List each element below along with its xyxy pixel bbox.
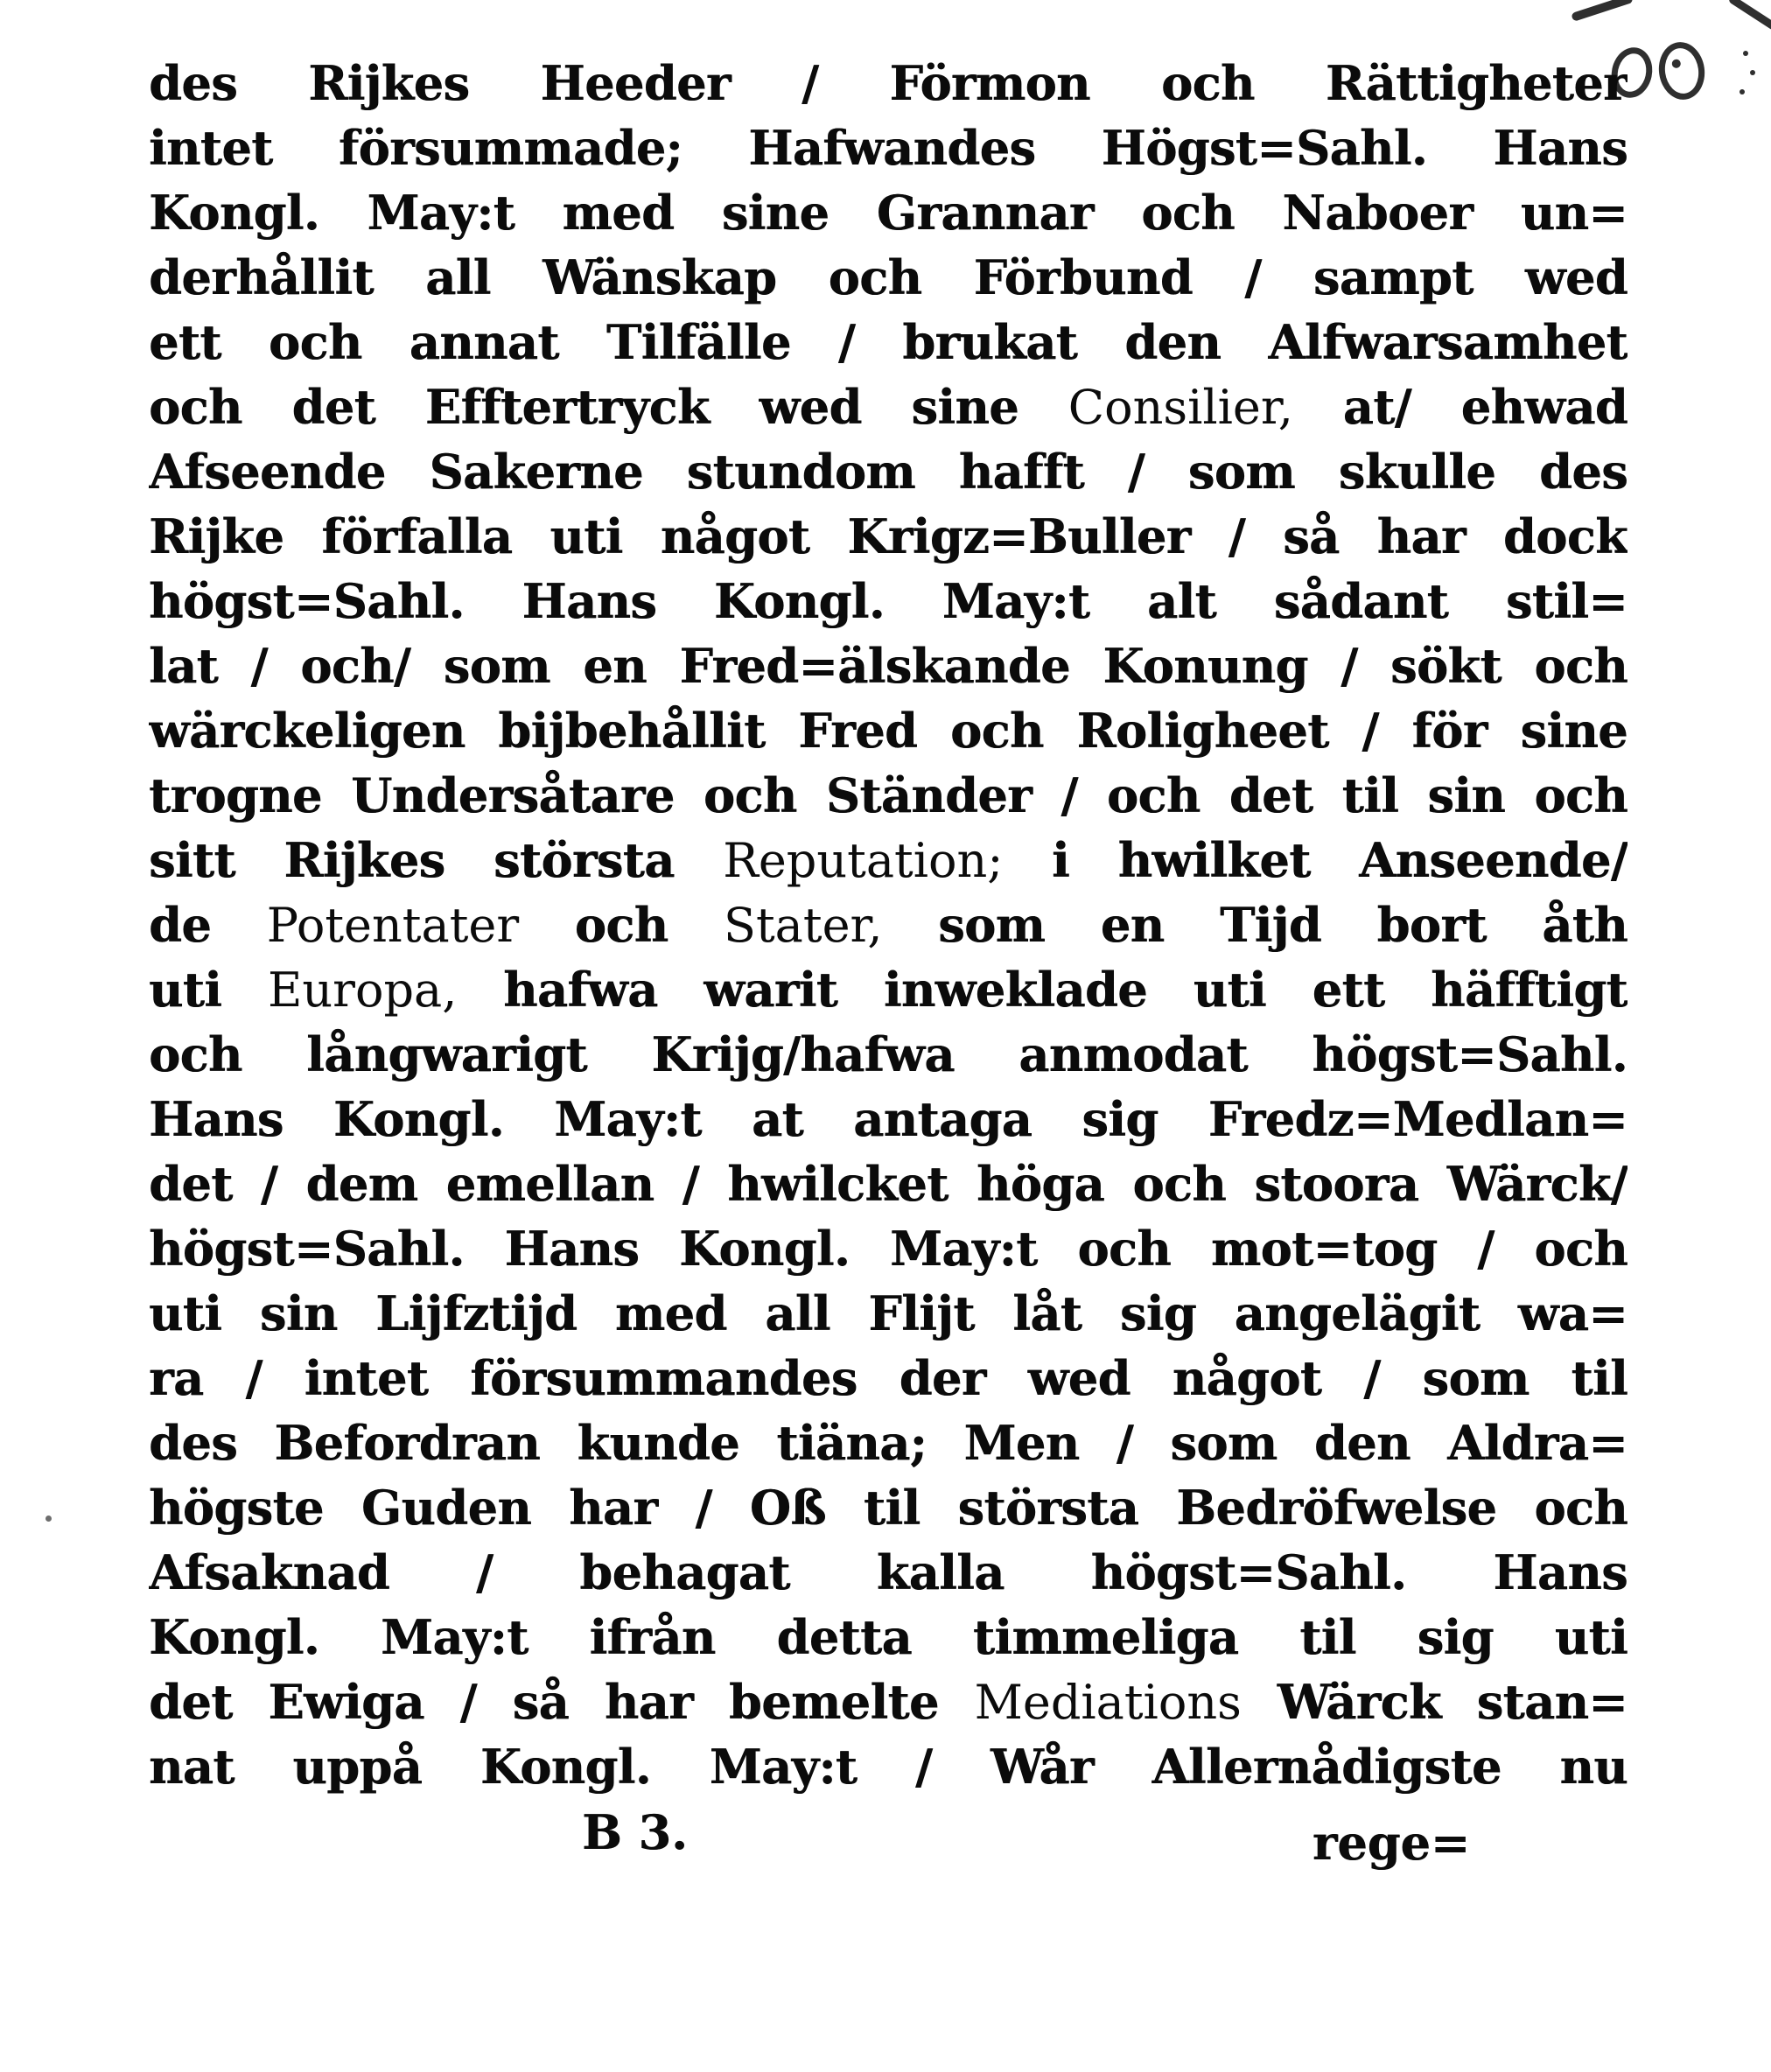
- ink-smudge-dot: [1671, 59, 1681, 68]
- fraktur-text-segment: lat / och/ som en Fred=älskande Konung / sökt och: [149, 638, 1628, 694]
- fraktur-text-segment: och: [519, 897, 724, 953]
- fraktur-text-segment: Hans Kongl. May:t at antaga sig Fredz=Medlan=: [149, 1091, 1628, 1147]
- ink-smudge-ring: [1656, 39, 1709, 103]
- text-line: [149, 1540, 1628, 1605]
- fraktur-text-segment: nat uppå Kongl. May:t / Wår Allernådigste nu: [149, 1739, 1628, 1795]
- text-line: [149, 51, 1628, 116]
- text-line: [149, 828, 1628, 892]
- text-line: [149, 116, 1628, 180]
- fraktur-text-segment: högste Guden har / Oß til största Bedröfwelse och: [149, 1480, 1628, 1536]
- text-line: [149, 1605, 1628, 1670]
- text-line: [149, 1281, 1628, 1346]
- antiqua-text-segment: Stater,: [723, 898, 883, 953]
- text-line: [149, 1022, 1628, 1087]
- fraktur-text-segment: uti: [149, 962, 268, 1018]
- text-line: [149, 1410, 1628, 1475]
- text-line: [149, 439, 1628, 504]
- text-line: [149, 245, 1628, 310]
- text-line: [149, 374, 1628, 439]
- text-line: [149, 1216, 1628, 1281]
- fraktur-text-segment: uti sin Lijfztijd med all Flijt låt sig angelägit wa=: [149, 1285, 1628, 1341]
- fraktur-text-segment: wärckeligen bijbehållit Fred och Roligheet / för sine: [149, 703, 1628, 759]
- body-text: [149, 51, 1628, 1799]
- fraktur-text-segment: högst=Sahl. Hans Kongl. May:t alt sådant stil=: [149, 573, 1628, 629]
- text-line: [149, 310, 1628, 374]
- fraktur-text-segment: derhållit all Wänskap och Förbund / sampt wed: [149, 249, 1628, 305]
- fraktur-text-segment: ra / intet försummandes der wed något / som til: [149, 1350, 1628, 1406]
- fraktur-text-segment: det Ewiga / så har bemelte: [149, 1674, 975, 1730]
- text-line: [149, 957, 1628, 1022]
- antiqua-text-segment: Europa,: [267, 962, 458, 1018]
- text-line: [149, 634, 1628, 698]
- text-line: [149, 180, 1628, 245]
- fraktur-text-segment: hafwa warit inweklade uti ett häfftigt: [457, 962, 1628, 1018]
- fraktur-text-segment: och långwarigt Krijg/hafwa anmodat högst=Sahl.: [149, 1026, 1628, 1082]
- signature-mark: B 3.: [582, 1804, 688, 1860]
- fraktur-text-segment: des Befordran kunde tiäna; Men / som den Aldra=: [149, 1415, 1628, 1471]
- fraktur-text-segment: de: [149, 897, 267, 953]
- fraktur-text-segment: Wärck stan=: [1241, 1674, 1628, 1730]
- fraktur-text-segment: ett och annat Tilfälle / brukat den Alfwarsamhet: [149, 314, 1628, 370]
- antiqua-text-segment: Mediations: [974, 1675, 1242, 1730]
- antiqua-text-segment: Reputation;: [723, 833, 1004, 888]
- fraktur-text-segment: at/ ehwad: [1292, 379, 1628, 435]
- antiqua-text-segment: Consilier,: [1068, 380, 1293, 435]
- fraktur-text-segment: Afsaknad / behagat kalla högst=Sahl. Hans: [149, 1544, 1628, 1600]
- text-line: [149, 1670, 1628, 1734]
- scratch-mark: [1728, 0, 1771, 31]
- fraktur-text-segment: intet försummade; Hafwandes Högst=Sahl. Hans: [149, 120, 1628, 176]
- fraktur-text-segment: Afseende Sakerne stundom hafft / som skulle des: [149, 444, 1628, 500]
- text-line: [149, 1346, 1628, 1410]
- fraktur-text-segment: som en Tijd bort åth: [882, 897, 1628, 953]
- fraktur-text-segment: sitt Rijkes största: [149, 832, 724, 888]
- fraktur-text-segment: högst=Sahl. Hans Kongl. May:t och mot=tog / och: [149, 1221, 1628, 1277]
- text-line: [149, 504, 1628, 569]
- fraktur-text-segment: des Rijkes Heeder / Förmon och Rättigheter: [149, 55, 1628, 111]
- ink-speck-cluster: [1743, 51, 1748, 56]
- text-line: [149, 1087, 1628, 1152]
- catchword: rege=: [1312, 1815, 1470, 1871]
- text-line: [149, 892, 1628, 957]
- text-line: [149, 569, 1628, 634]
- footer-row: [149, 1804, 1628, 1883]
- fraktur-text-segment: Rijke förfalla uti något Krigz=Buller / så har dock: [149, 508, 1628, 564]
- antiqua-text-segment: Potentater: [266, 898, 520, 953]
- scratch-mark: [1571, 0, 1634, 22]
- fraktur-text-segment: och det Efftertryck wed sine: [149, 379, 1068, 435]
- text-line: [149, 1152, 1628, 1216]
- fraktur-text-segment: det / dem emellan / hwilcket höga och stoora Wärck/: [149, 1156, 1628, 1212]
- text-line: [149, 698, 1628, 763]
- text-block: [149, 51, 1628, 1883]
- text-line: [149, 763, 1628, 828]
- text-line: [149, 1475, 1628, 1540]
- ink-speck: [46, 1516, 52, 1522]
- fraktur-text-segment: Kongl. May:t med sine Grannar och Naboer un=: [149, 185, 1628, 241]
- fraktur-text-segment: Kongl. May:t ifrån detta timmeliga til sig uti: [149, 1609, 1628, 1665]
- fraktur-text-segment: i hwilket Anseende/: [1003, 832, 1628, 888]
- fraktur-text-segment: trogne Undersåtare och Ständer / och det til sin och: [149, 767, 1628, 823]
- text-line: [149, 1734, 1628, 1799]
